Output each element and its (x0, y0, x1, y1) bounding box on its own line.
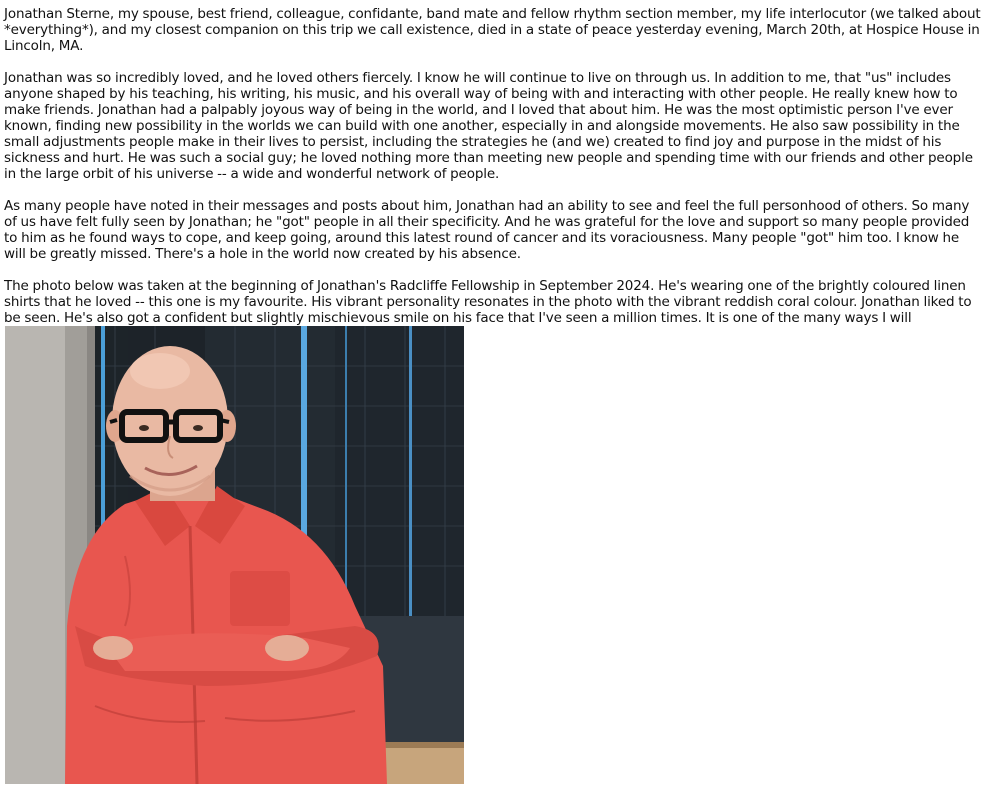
portrait-illustration (5, 326, 464, 784)
paragraph-announcement: Jonathan Sterne, my spouse, best friend, colleague, confidante, band mate and fellow rhythm section member, my life interlocutor (we talked about *everything*), and my closest companion on this trip we call existence, died in a state of peace yesterday evening, March 20th, at Hospice House in Lincoln, MA. (4, 6, 981, 54)
portrait-photo (5, 326, 464, 784)
paragraph-personhood: As many people have noted in their messages and posts about him, Jonathan had an ability to see and feel the full personhood of others. So many of us have felt fully seen by Jonathan; he "got" people in all their specificity. And he was grateful for the love and support so many people provided to him as he found ways to cope, and keep going, around this latest round of cancer and its voraciousness. Many people "got" him too. I know he will be greatly missed. There's a hole in the world now created by his absence. (4, 198, 970, 262)
article-body (4, 6, 984, 358)
paragraph-photo-description: The photo below was taken at the beginning of Jonathan's Radcliffe Fellowship in September 2024. He's wearing one of the brightly coloured linen shirts that he loved -- this one is my favourite. His vibrant personality resonates in the photo with the vibrant reddish coral colour. Jonathan liked to be seen. He's also got a confident but slightly mischievous smile on his face that I've seen a million times. It is one of the many ways I will (4, 278, 972, 326)
paragraph-loved: Jonathan was so incredibly loved, and he loved others fiercely. I know he will continue to live on through us. In addition to me, that "us" includes anyone shaped by his teaching, his writing, his music, and his overall way of being with and interacting with other people. He really knew how to make friends. Jonathan had a palpably joyous way of being in the world, and I loved that about him. He was the most optimistic person I've ever known, finding new possibility in the worlds we can build with one another, especially in and alongside movements. He also saw possibility in the small adjustments people make in their lives to persist, including the strategies he (and we) created to find joy and purpose in the midst of his sickness and hurt. He was such a social guy; he loved nothing more than meeting new people and spending time with our friends and other people in the large orbit of his universe -- a wide and wonderful network of people. (4, 70, 973, 182)
